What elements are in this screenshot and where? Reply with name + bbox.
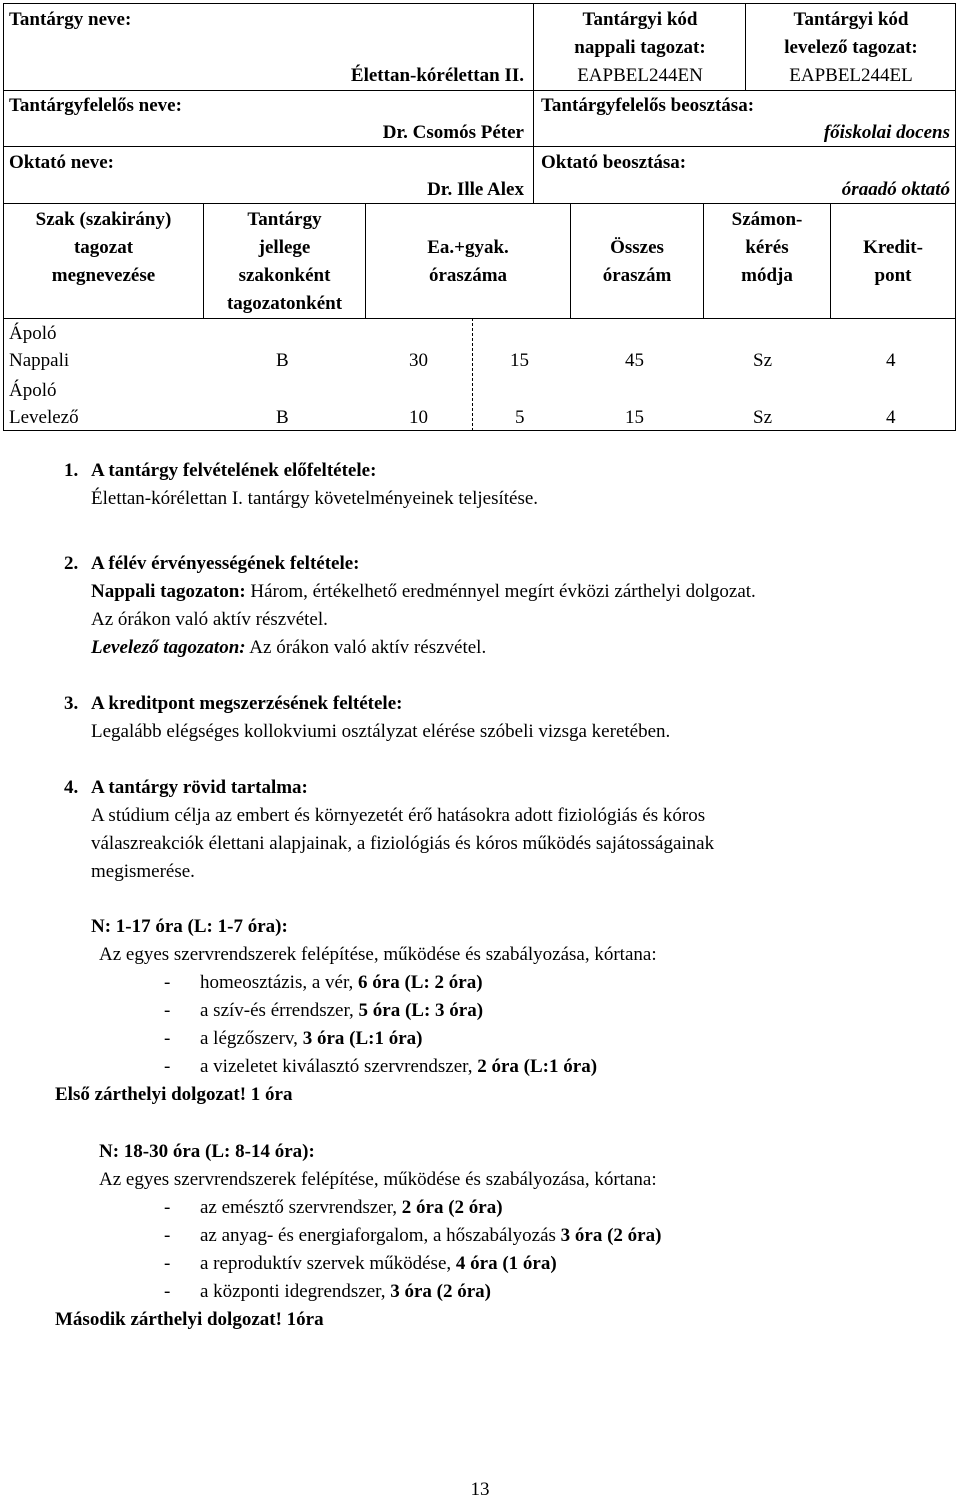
header-osszes-line: Összes (610, 237, 664, 258)
header-kredit-line: Kredit- (863, 237, 923, 258)
block-1-item-text (200, 1053, 597, 1082)
block-2-item-text (200, 1250, 557, 1279)
block-2-item (164, 1194, 170, 1223)
row1-kredit: 4 (886, 350, 896, 371)
header-szamonkeres-line: Számon- (731, 209, 803, 230)
section-3-num: 3. (64, 693, 79, 714)
col-divider (533, 3, 534, 203)
row2-ea: 10 (409, 407, 428, 428)
responsible-label: Tantárgyfelelős neve: (9, 95, 182, 116)
row2-tagozat: Levelező (9, 407, 79, 428)
row1-szak: Ápoló (9, 323, 57, 344)
item-hours: 2 óra (2 óra) (401, 1197, 503, 1218)
code-day-value: EAPBEL244EN (577, 65, 703, 86)
block-2-item (164, 1278, 170, 1307)
block-1-item-text (200, 969, 483, 998)
section-2-line2: Az órákon való aktív részvétel. (91, 609, 328, 630)
table-border-right (955, 3, 956, 431)
row1-osszes: 45 (625, 350, 644, 371)
section-2-line3 (91, 634, 486, 663)
section-3-text: Legalább elégséges kollokviumi osztályzat elérése szóbeli vizsga keretében. (91, 721, 671, 742)
dash: - (164, 1197, 171, 1218)
code-corr-label: levelező tagozat: (784, 37, 918, 58)
table-border-top (3, 3, 956, 4)
section-4-line1: A stúdium célja az embert és környezetét érő hatásokra adott fiziológiás és kóros (91, 805, 706, 826)
header-szak-line: tagozat (73, 237, 134, 258)
row-divider (3, 90, 956, 91)
section-2-title: A félév érvényességének feltétele: (91, 553, 360, 574)
block-1-item (164, 1053, 170, 1082)
lecturer-position-value: óraadó oktató (841, 179, 950, 200)
section-4-line2: válaszreakciók élettani alapjainak, a fiziológiás és kóros működés sajátosságainak (91, 833, 715, 854)
header-oraszama-line: óraszáma (428, 265, 508, 286)
code-day-label: nappali tagozat: (574, 37, 706, 58)
header-osszes-line: óraszám (602, 265, 672, 286)
section-4-title: A tantárgy rövid tartalma: (91, 777, 308, 798)
item-text: a vizeletet kiválasztó szervrendszer, (200, 1056, 478, 1077)
block-2-exam: Második zárthelyi dolgozat! 1óra (55, 1309, 324, 1330)
item-text: a reproduktív szervek működése, (200, 1253, 456, 1274)
header-jelleg-line: Tantárgy (247, 209, 322, 230)
dash: - (164, 1056, 171, 1077)
row2-szak: Ápoló (9, 380, 57, 401)
block-2-intro: Az egyes szervrendszerek felépítése, működése és szabályozása, kórtana: (99, 1169, 657, 1190)
item-text: az emésztő szervrendszer, (200, 1197, 402, 1218)
course-name-label: Tantárgy neve: (9, 9, 132, 30)
dash: - (164, 1281, 171, 1302)
item-hours: 3 óra (2 óra) (560, 1225, 662, 1246)
row2-jelleg: B (276, 407, 289, 428)
item-hours: 6 óra (L: 2 óra) (358, 972, 483, 993)
page-number: 13 (470, 1479, 490, 1500)
corr-text: Az órákon való aktív részvétel. (245, 637, 487, 658)
block-1-title: N: 1-17 óra (L: 1-7 óra): (91, 916, 288, 937)
dash: - (164, 1028, 171, 1049)
block-1-intro: Az egyes szervrendszerek felépítése, működése és szabályozása, kórtana: (99, 944, 657, 965)
responsible-position-label: Tantárgyfelelős beosztása: (541, 95, 755, 116)
section-4-num: 4. (64, 777, 79, 798)
item-hours: 5 óra (L: 3 óra) (358, 1000, 484, 1021)
row1-gy: 15 (510, 350, 529, 371)
item-text: az anyag- és energiaforgalom, a hőszabályozás (200, 1225, 561, 1246)
header-jelleg-line: tagozatonként (226, 293, 343, 314)
item-text: a szív-és érrendszer, (200, 1000, 359, 1021)
header-szak (4, 206, 203, 290)
dash: - (164, 1000, 171, 1021)
header-szamonkeres (704, 206, 830, 290)
code-day-title: Tantárgyi kód (582, 9, 698, 30)
responsible-position-value: főiskolai docens (823, 122, 950, 143)
day-label: Nappali tagozaton: (91, 581, 246, 602)
header-szamonkeres-line: módja (741, 265, 793, 286)
section-2-line1 (91, 578, 756, 607)
table-border-bottom (3, 430, 956, 431)
block-1-item-text (200, 1025, 422, 1054)
header-szak-line: Szak (szakirány) (35, 209, 172, 230)
item-hours: 3 óra (2 óra) (390, 1281, 492, 1302)
header-jelleg-line: jellege (258, 237, 311, 258)
dash: - (164, 1253, 171, 1274)
block-1-item (164, 969, 170, 998)
block-2-title: N: 18-30 óra (L: 8-14 óra): (99, 1141, 315, 1162)
day-text: Három, értékelhető eredménnyel megírt évközi zárthelyi dolgozat. (245, 581, 756, 602)
block-2-item-text (200, 1194, 503, 1223)
header-jelleg-line: szakonként (238, 265, 331, 286)
lecturer-position-label: Oktató beosztása: (541, 152, 687, 173)
section-1-text: Élettan-kórélettan I. tantárgy követelményeinek teljesítése. (91, 488, 539, 509)
section-4-line3: megismerése. (91, 861, 195, 882)
section-1-num: 1. (64, 460, 79, 481)
dash: - (164, 972, 171, 993)
block-2-item-text (200, 1278, 491, 1307)
item-hours: 3 óra (L:1 óra) (302, 1028, 423, 1049)
block-2-item (164, 1222, 170, 1251)
header-oraszama (366, 234, 570, 290)
block-2-item-text (200, 1222, 661, 1251)
item-text: a központi idegrendszer, (200, 1281, 391, 1302)
header-kredit (831, 234, 955, 290)
header-jelleg (204, 206, 365, 318)
row1-jelleg: B (276, 350, 289, 371)
header-szamonkeres-line: kérés (745, 237, 789, 258)
block-1-item (164, 1025, 170, 1054)
row1-ea: 30 (409, 350, 428, 371)
header-oraszama-line: Ea.+gyak. (427, 237, 509, 258)
row1-tagozat: Nappali (9, 350, 70, 371)
block-1-exam: Első zárthelyi dolgozat! 1 óra (55, 1084, 293, 1105)
row2-mod: Sz (753, 407, 772, 428)
header-szak-line: megnevezése (51, 265, 156, 286)
col-divider (745, 3, 746, 91)
row2-osszes: 15 (625, 407, 644, 428)
course-name-value: Élettan-kórélettan II. (350, 65, 524, 86)
item-text: a légzőszerv, (200, 1028, 303, 1049)
responsible-value: Dr. Csomós Péter (382, 122, 524, 143)
block-1-item (164, 997, 170, 1026)
code-corr-title: Tantárgyi kód (793, 9, 909, 30)
item-hours: 2 óra (L:1 óra) (477, 1056, 598, 1077)
section-3-title: A kreditpont megszerzésének feltétele: (91, 693, 403, 714)
section-1-title: A tantárgy felvételének előfeltétele: (91, 460, 377, 481)
hours-dashed-divider (472, 318, 473, 431)
row2-gy: 5 (515, 407, 525, 428)
header-osszes (571, 234, 703, 290)
dash: - (164, 1225, 171, 1246)
header-kredit-line: pont (874, 265, 912, 286)
row2-kredit: 4 (886, 407, 896, 428)
block-1-item-text (200, 997, 483, 1026)
row1-mod: Sz (753, 350, 772, 371)
block-2-item (164, 1250, 170, 1279)
lecturer-value: Dr. Ille Alex (427, 179, 524, 200)
code-corr-value: EAPBEL244EL (789, 65, 913, 86)
item-hours: 4 óra (1 óra) (455, 1253, 557, 1274)
section-2-num: 2. (64, 553, 79, 574)
item-text: homeosztázis, a vér, (200, 972, 359, 993)
lecturer-label: Oktató neve: (9, 152, 115, 173)
row-divider (3, 318, 956, 319)
corr-label: Levelező tagozaton: (91, 637, 246, 658)
